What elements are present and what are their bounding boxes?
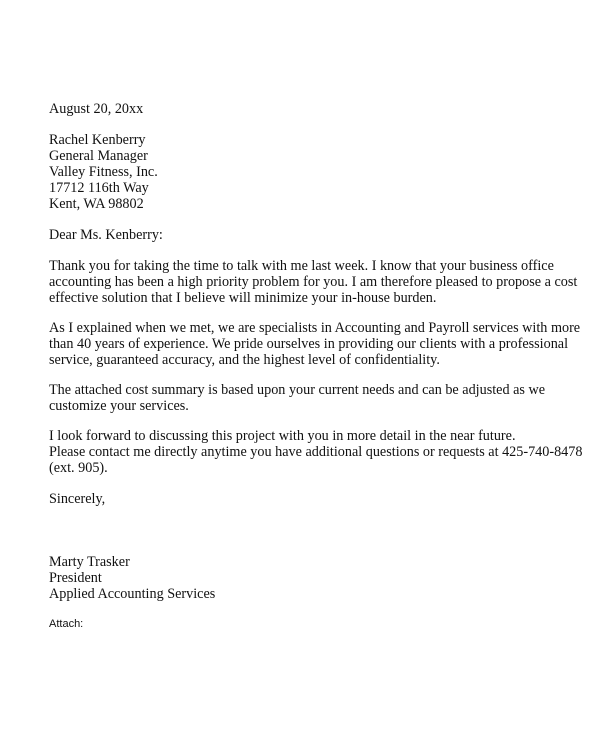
signer-name: Marty Trasker	[49, 554, 130, 570]
attach-label: Attach:	[49, 618, 84, 630]
signer-company: Applied Accounting Services	[49, 586, 216, 602]
date-text: August 20, 20xx	[49, 101, 144, 117]
signer-title: President	[49, 570, 102, 586]
paragraph-cost-summary	[49, 382, 579, 414]
closing-text: Sincerely,	[49, 491, 106, 507]
paragraph-intro	[49, 258, 579, 306]
paragraph-contact	[49, 428, 583, 476]
paragraph-line: accounting has been a high priority problem for you. I am therefore pleased to propose a cost	[49, 274, 578, 290]
paragraph-line: effective solution that I believe will minimize your in-house burden.	[49, 290, 437, 306]
recipient-street: 17712 116th Way	[49, 180, 149, 196]
recipient-title: General Manager	[49, 148, 148, 164]
salutation	[49, 227, 579, 243]
paragraph-line: Please contact me directly anytime you have additional questions or requests at 425-740-8478	[49, 444, 583, 460]
paragraph-line: The attached cost summary is based upon your current needs and can be adjusted as we	[49, 382, 546, 398]
recipient-address	[49, 132, 579, 212]
paragraph-line: As I explained when we met, we are specialists in Accounting and Payroll services with more	[49, 320, 581, 336]
paragraph-line: service, guaranteed accuracy, and the highest level of confidentiality.	[49, 352, 440, 368]
letter-date	[49, 101, 579, 117]
salutation-text: Dear Ms. Kenberry:	[49, 227, 163, 243]
recipient-name: Rachel Kenberry	[49, 132, 146, 148]
closing	[49, 491, 579, 507]
signature-block	[49, 554, 579, 602]
paragraph-line: I look forward to discussing this project with you in more detail in the near future.	[49, 428, 516, 444]
paragraph-experience	[49, 320, 579, 368]
paragraph-line: (ext. 905).	[49, 460, 108, 476]
paragraph-line: customize your services.	[49, 398, 189, 414]
paragraph-line: Thank you for taking the time to talk with me last week. I know that your business office	[49, 258, 554, 274]
recipient-company: Valley Fitness, Inc.	[49, 164, 158, 180]
attachment-note	[49, 617, 579, 631]
paragraph-line: than 40 years of experience. We pride ourselves in providing our clients with a professional	[49, 336, 569, 352]
recipient-city-state-zip: Kent, WA 98802	[49, 196, 144, 212]
